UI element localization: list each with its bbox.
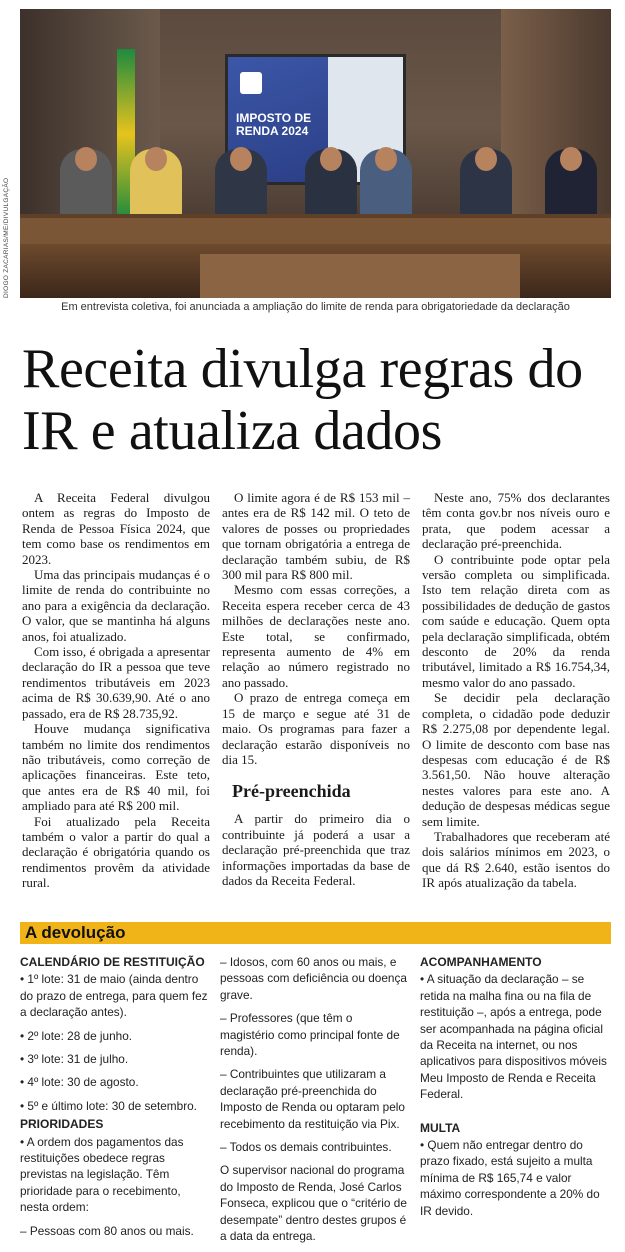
list-item: • 4º lote: 30 de agosto. [20,1075,139,1090]
article-column-3 [422,490,610,891]
info-column-1 [20,954,210,1246]
paragraph: A partir do primeiro dia o contribuinte já poderá a usar a declaração pré-preenchida que traz informações importadas da base de dados da Receita Federal. [222,811,410,888]
info-box [20,922,611,1244]
list-item: – Pessoas com 80 anos ou mais. [20,1223,194,1238]
paragraph: Neste ano, 75% dos declarantes têm conta gov.br nos níveis ouro e prata, que podem acessar a declaração pré-preenchida. [422,490,610,552]
calendar-title: CALENDÁRIO DE RESTITUIÇÃO [20,955,205,969]
paragraph: O prazo de entrega começa em 15 de março e segue até 31 de maio. Os programas para fazer a declaração estarão disponíveis no dia 15. [222,690,410,767]
list-item: • 2º lote: 28 de junho. [20,1028,133,1043]
fine-title: MULTA [420,1120,461,1135]
paragraph: O contribuinte pode optar pela versão completa ou simplificada. Isto tem relação direta com as possibilidades de dedução de gastos com saúde e educação. Quem opta pela declaração simplificada, obtém desconto de 20% da renda tributável, limitado a R$ 16.754,34, mesmo valor do ano passado. [422,551,610,690]
paragraph: Se decidir pela declaração completa, o cidadão pode deduzir R$ 2.275,08 por dependente legal. O limite de desconto com base nas despesas com educação é de R$ 3.561,50. Não houve alteração nestes valores para este ano. A dedução de despesas médicas segue sem limite. [422,690,610,829]
article-column-1 [22,490,210,891]
article-column-2 [222,490,410,888]
list-item: • A situação da declaração – se retida na malha fina ou na fila de restituição –, após a entrega, pode ser acompanhada na página oficial da Receita na internet, ou nos aplicativos para dispositivos móveis Meu Imposto de Renda e Receita Federal. [420,972,607,1102]
list-item: – Professores (que têm o magistério como principal fonte de renda). [220,1011,400,1059]
photo-caption: Em entrevista coletiva, foi anunciada a ampliação do limite de renda para obrigatoriedade da declaração [61,301,570,313]
list-item: • A ordem dos pagamentos das restituições obedece regras previstas na legislação. Têm prioridade para o recebimento, nesta ordem: [20,1134,184,1215]
info-column-3 [420,954,610,1226]
paragraph: Com isso, é obrigada a apresentar declaração do IR a pessoa que teve rendimentos tributáveis em 2023 acima de R$ 30.639,90. Até o ano passado, era de R$ 28.735,92. [22,644,210,721]
tracking-title: ACOMPANHAMENTO [420,955,542,969]
list-item: – Contribuintes que utilizaram a declaração pré-preenchida do Imposto de Renda ou optaram pelo recebimento da restituição via Pix. [220,1067,405,1131]
info-column-2 [220,954,410,1252]
photo-credit: DIOGO ZACARIAS/ME/DIVULGAÇÃO [3,177,10,298]
receita-logo-icon [240,72,262,94]
subheading: Pré-preenchida [232,781,351,802]
paragraph: Foi atualizado pela Receita também o valor a partir do qual a declaração é obrigatória quando os rendimentos provêm da atividade rural. [22,813,210,891]
list-item: • 3º lote: 31 de julho. [20,1052,129,1067]
paragraph: Houve mudança significativa também no limite dos rendimentos não tributáveis, como correção de aplicações financeiras. Este teto, que antes era de R$ 40 mil, foi ampliado para até R$ 200 mil. [22,721,210,814]
paragraph: Trabalhadores que receberam até dois salários mínimos em 2023, o que dá R$ 2.640, estão isentos do IR após atualização da tabela. [422,828,610,891]
info-box-title: A devolução [20,922,611,944]
screen-text: IMPOSTO DE RENDA 2024 [236,111,312,138]
list-item: • Quem não entregar dentro do prazo fixado, está sujeito a multa mínima de R$ 165,74 e valor máximo correspondente a 20% do IR devido. [420,1138,600,1218]
paragraph: Mesmo com essas correções, a Receita espera receber cerca de 43 milhões de declarações neste ano. Este total, se confirmado, representa aumento de 4% em relação ao número registrado no ano passado. [222,582,410,690]
list-item: – Idosos, com 60 anos ou mais, e pessoas com deficiência ou doença grave. [220,955,407,1002]
list-item: – Todos os demais contribuintes. [220,1140,392,1155]
list-item: O supervisor nacional do programa do Imposto de Renda, José Carlos Fonseca, explicou que o “critério de desempate” dentro destes grupos é a data da entrega. [220,1163,407,1244]
paragraph: O limite agora é de R$ 153 mil – antes era de R$ 142 mil. O teto de valores de posses ou propriedades que tornam obrigatória a entrega de declaração também subiu, de R$ 300 mil para R$ 800 mil. [222,490,410,583]
list-item: • 1º lote: 31 de maio (ainda dentro do prazo de entrega, para quem fez a declaração antes). [20,972,208,1020]
paragraph: A Receita Federal divulgou ontem as regras do Imposto de Renda de Pessoa Física 2024, que tem como base os rendimentos em 2023. [22,490,210,567]
paragraph: Uma das principais mudanças é o limite de renda do contribuinte no ano para a exigência da declaração. O valor, que se mantinha há alguns anos, foi atualizado. [22,567,210,644]
priority-title: PRIORIDADES [20,1117,104,1132]
list-item: • 5º e último lote: 30 de setembro. [20,1098,197,1113]
headline: Receita divulga regras do IR e atualiza dados [22,338,583,462]
press-conference-photo [20,9,611,298]
